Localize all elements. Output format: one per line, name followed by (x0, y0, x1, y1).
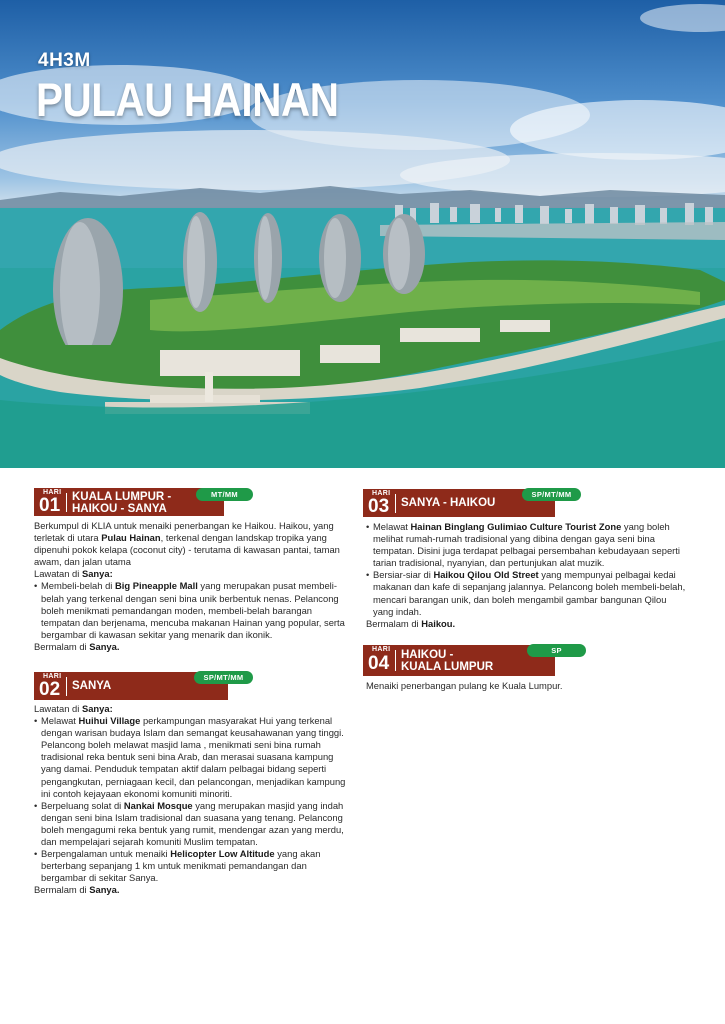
day-number: 03 (368, 496, 390, 517)
day-title-line1: SANYA (72, 680, 112, 692)
activity-list (366, 521, 688, 618)
list-item: • Bersiar-siar di Haikou Qilou Old Street yang mempunyai pelbagai kedai makanan dan kafe di sepanjang jalannya. Pelancong boleh membeli-belah, mencari barangan unik, dan boleh mengambil gambar bangunan Qilou yang indah. (366, 569, 688, 617)
day-number: 02 (39, 679, 61, 700)
trip-duration: 4H3M (38, 50, 91, 71)
hero-image (0, 0, 725, 468)
day-label: HARI (43, 489, 62, 496)
day-number: 01 (39, 495, 61, 516)
activity-list (34, 715, 346, 884)
day-02-content (34, 703, 346, 897)
divider (395, 650, 396, 671)
day-title-line1: HAIKOU - (401, 649, 454, 661)
day-title-line2: KUALA LUMPUR (401, 661, 494, 673)
activity-list (34, 580, 346, 640)
divider (395, 494, 396, 513)
hero-illustration (0, 0, 725, 468)
overnight-line: Bermalam di Sanya. (34, 884, 120, 896)
meals-badge: SP/MT/MM (522, 488, 581, 501)
overnight-line: Bermalam di Haikou. (366, 617, 456, 629)
day-04-content (366, 680, 688, 692)
list-item: • Berpeluang solat di Nankai Mosque yang merupakan masjid yang indah dengan seni bina Islam tradisional dan suasana yang tenang. Pelancong boleh mengagumi reka bentuk yang rumit, mendengar azan yang merdu, dan mempelajari sejarah komuniti Muslim tempatan. (34, 800, 346, 848)
page-title: PULAU HAINAN (36, 73, 339, 126)
divider (66, 493, 67, 512)
meals-badge: SP/MT/MM (194, 671, 253, 684)
divider (66, 677, 67, 696)
day-01-content (34, 520, 346, 653)
day-text: Menaiki penerbangan pulang ke Kuala Lumpur. (366, 680, 563, 691)
visit-line: Lawatan di Sanya: (34, 703, 113, 714)
meals-badge: SP (527, 644, 586, 657)
day-label: HARI (372, 490, 391, 497)
overnight-line: Bermalam di Sanya. (34, 640, 120, 652)
day-intro: Berkumpul di KLIA untuk menaiki penerbangan ke Haikou. Haikou, yang terletak di utara Pulau Hainan, terkenal dengan landskap tropika yang dipenuhi pokok kelapa (coconut city) - terutama di kawasan pantai, taman awam, dan jalan utama (34, 520, 340, 568)
day-label: HARI (372, 646, 391, 653)
list-item: • Berpengalaman untuk menaiki Helicopter Low Altitude yang akan berterbang sepanjang 1 km untuk menikmati pemandangan dan bergambar di sekitar Sanya. (34, 848, 346, 884)
list-item: • Melawat Hainan Binglang Gulimiao Culture Tourist Zone yang boleh melihat rumah-rumah tradisional yang dibina dengan gaya seni bina tempatan. Disini juga terdapat pelbagai persembahan kebudayaan seperti tarian tradisional, nyanyian, dan pertunjukan alat muzik. (366, 521, 688, 569)
list-item: • Membeli-belah di Big Pineapple Mall yang merupakan pusat membeli-belah yang terkenal dengan seni bina unik berbentuk nenas. Pelancong boleh menikmati pemandangan moden, membeli-belah barangan tempatan dan berjenama, mencuba makanan Hainan yang popular, serta bergambar di kawasan sekitar yang menarik dan ikonik. (34, 580, 346, 640)
visit-line: Lawatan di Sanya: (34, 568, 113, 580)
meals-badge: MT/MM (196, 488, 253, 501)
day-title-line1: SANYA - HAIKOU (401, 497, 496, 509)
day-title-line1: KUALA LUMPUR - (72, 491, 172, 503)
day-03-content (366, 521, 688, 630)
list-item: • Melawat Huihui Village perkampungan masyarakat Hui yang terkenal dengan warisan budaya Islam dan semangat keusahawanan yang tinggi. Pelancong boleh melawat masjid lama , menikmati seni bina rumah tradisional reka bentuk seni bina Arab, dan merasai suasana kampung yang damai. Penduduk tempatan aktif dalam pelbagai bidang seperti pengangkutan, perniagaan kecil, dan pelancongan, menjadikan kampung ini contoh kejayaan ekonomi komuniti minoriti. (34, 715, 346, 800)
day-title-line2: HAIKOU - SANYA (72, 503, 167, 515)
day-label: HARI (43, 673, 62, 680)
day-number: 04 (368, 653, 390, 674)
